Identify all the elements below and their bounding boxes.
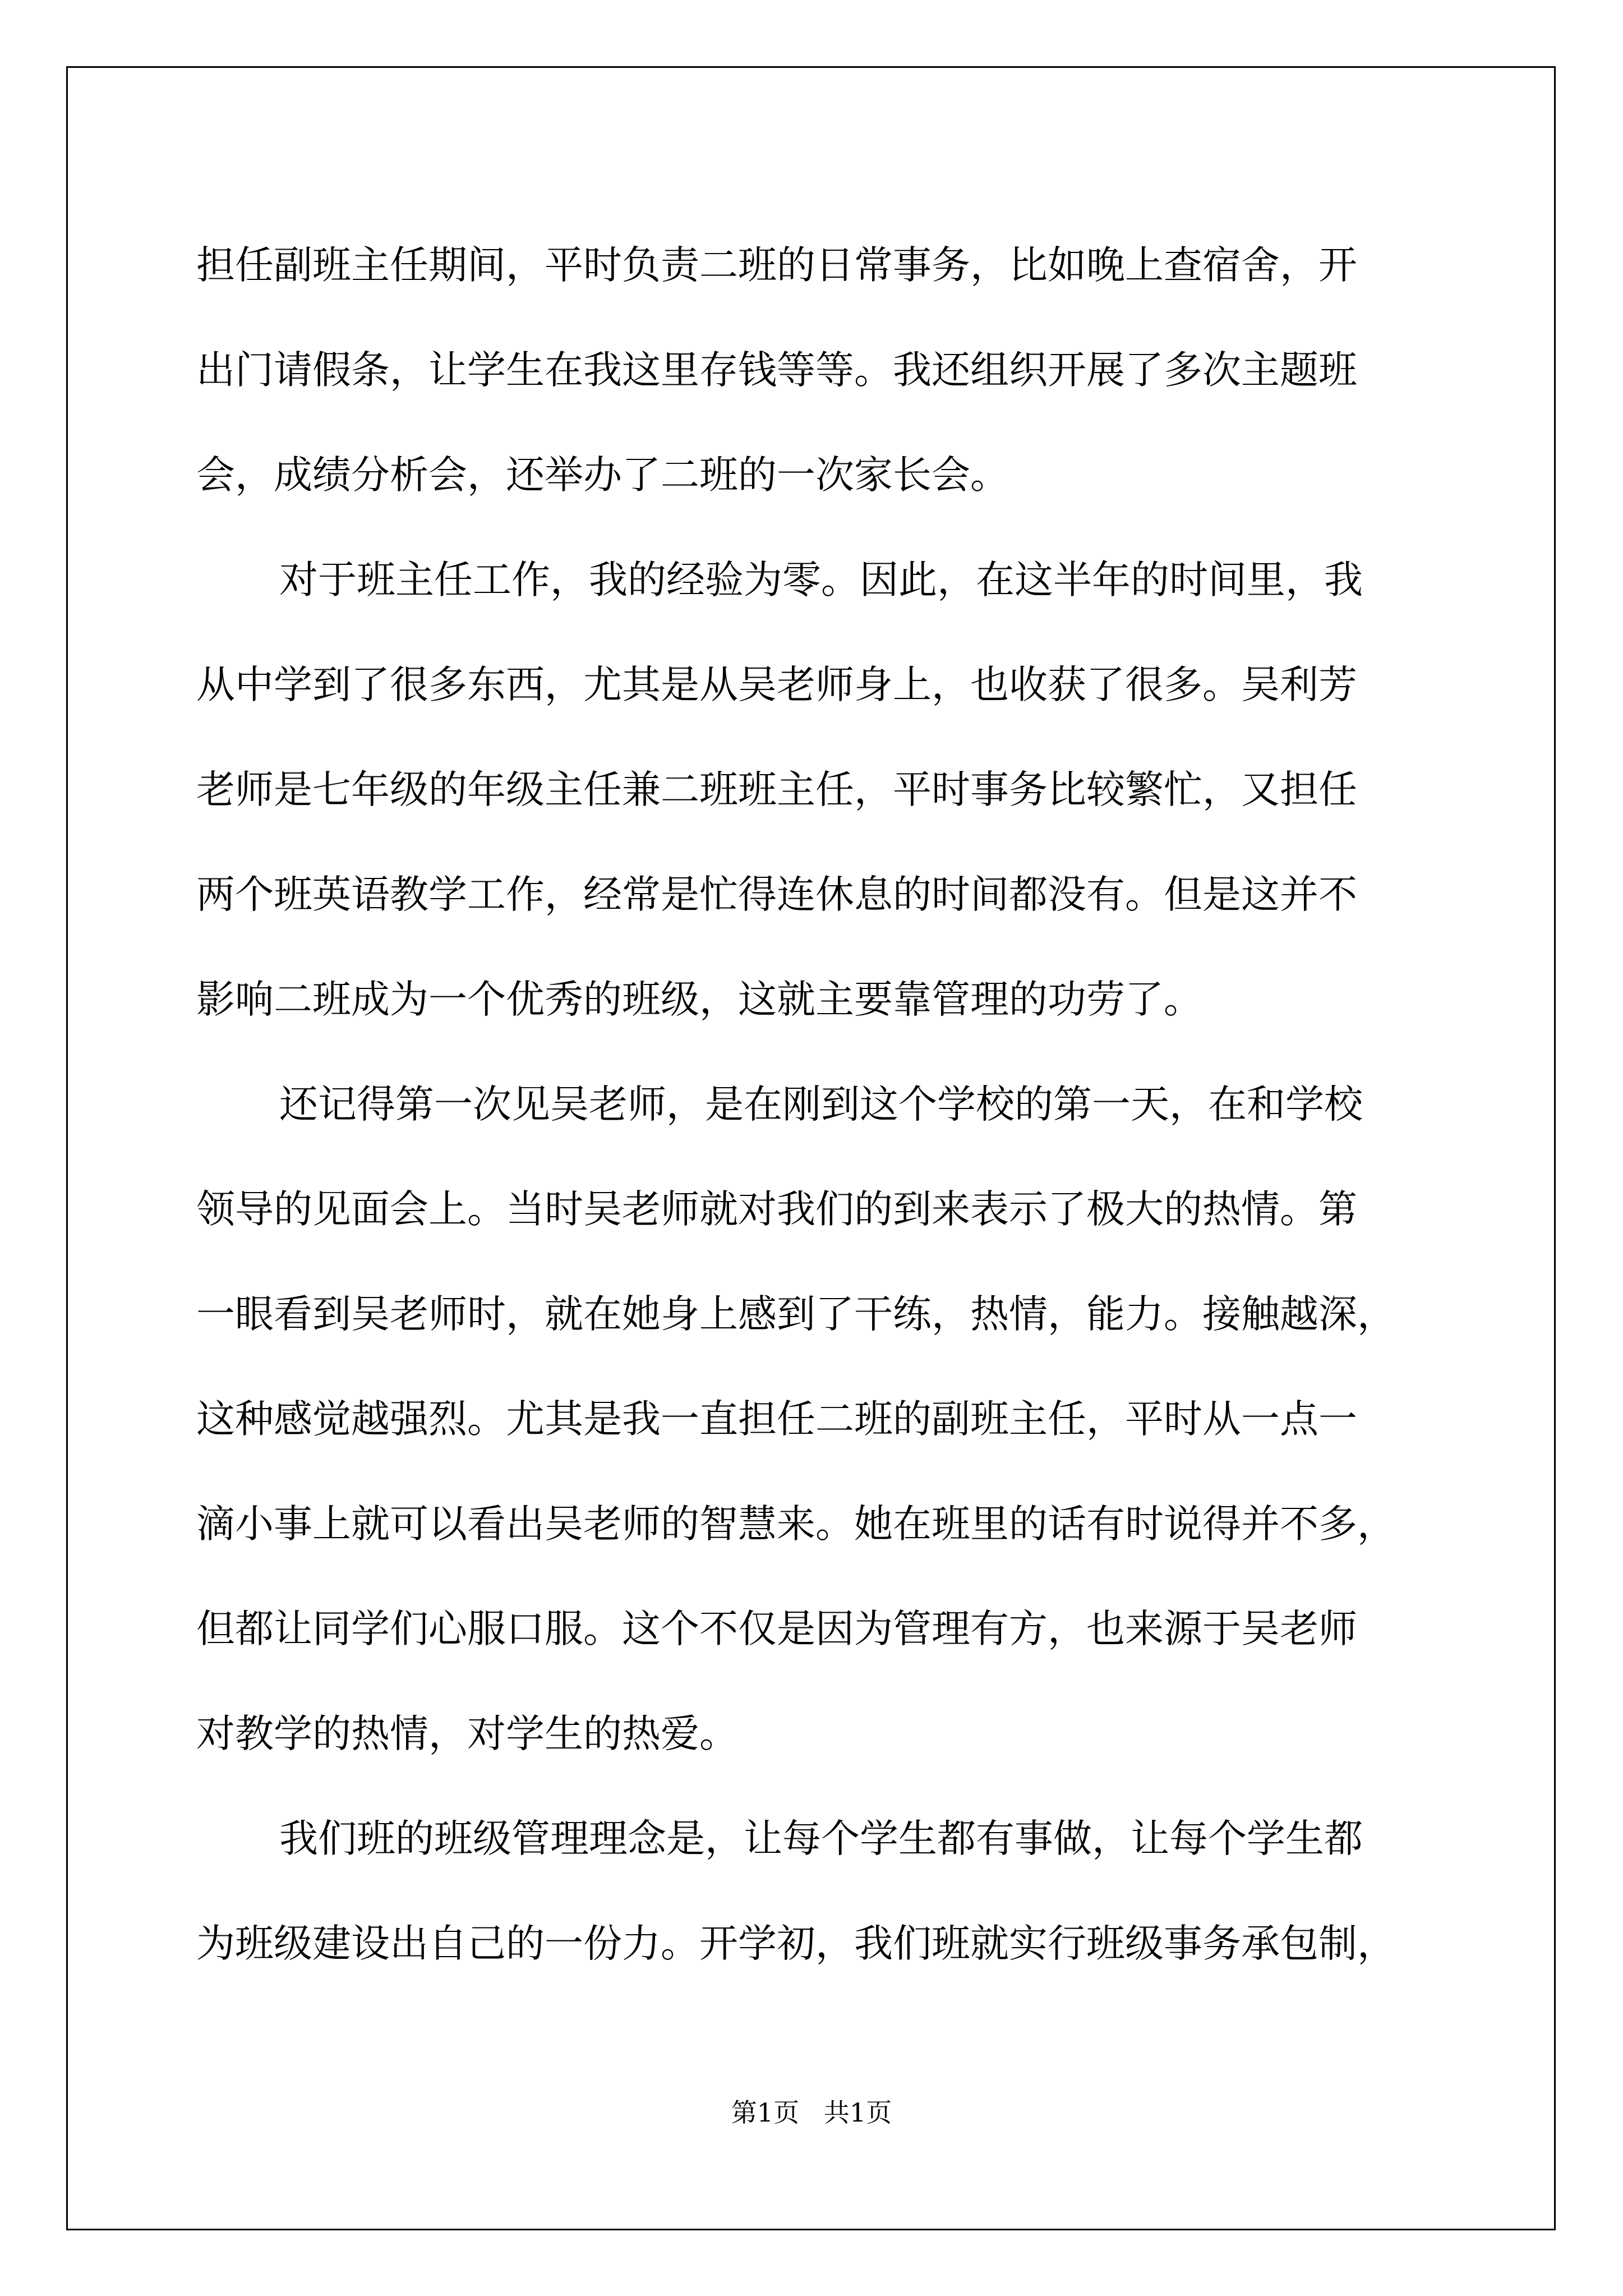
text-line: 会，成绩分析会，还举办了二班的一次家长会。 xyxy=(196,453,1009,498)
text-line: 两个班英语教学工作，经常是忙得连休息的时间都没有。但是这并不 xyxy=(196,872,1357,917)
text-line: 对于班主任工作，我的经验为零。因此，在这半年的时间里，我 xyxy=(279,558,1363,602)
text-line: 老师是七年级的年级主任兼二班班主任，平时事务比较繁忙，又担任 xyxy=(196,767,1357,812)
text-line: 为班级建设出自己的一份力。开学初，我们班就实行班级事务承包制， xyxy=(196,1921,1396,1966)
text-line: 我们班的班级管理理念是，让每个学生都有事做，让每个学生都 xyxy=(279,1816,1363,1861)
document-body xyxy=(196,213,1427,1996)
text-line: 担任副班主任期间，平时负责二班的日常事务，比如晚上查宿舍，开 xyxy=(196,243,1357,288)
text-line: 出门请假条，让学生在我这里存钱等等。我还组织开展了多次主题班 xyxy=(196,348,1357,393)
paragraph xyxy=(196,1787,1427,1996)
paragraph xyxy=(196,1052,1427,1787)
text-line: 还记得第一次见吴老师，是在刚到这个学校的第一天，在和学校 xyxy=(279,1082,1363,1127)
paragraph xyxy=(196,213,1427,528)
page-number-footer: 第1页 共1页 xyxy=(731,2097,892,2128)
text-line: 从中学到了很多东西，尤其是从吴老师身上，也收获了很多。吴利芳 xyxy=(196,662,1357,707)
text-line: 滴小事上就可以看出吴老师的智慧来。她在班里的话有时说得并不多， xyxy=(196,1502,1396,1547)
text-line: 领导的见面会上。当时吴老师就对我们的到来表示了极大的热情。第 xyxy=(196,1187,1357,1232)
text-line: 对教学的热情，对学生的热爱。 xyxy=(196,1711,738,1756)
text-line: 影响二班成为一个优秀的班级，这就主要靠管理的功劳了。 xyxy=(196,977,1202,1022)
text-line: 一眼看到吴老师时，就在她身上感到了干练，热情，能力。接触越深， xyxy=(196,1292,1396,1337)
text-line: 但都让同学们心服口服。这个不仅是因为管理有方，也来源于吴老师 xyxy=(196,1607,1357,1651)
paragraph xyxy=(196,528,1427,1052)
text-line: 这种感觉越强烈。尤其是我一直担任二班的副班主任，平时从一点一 xyxy=(196,1397,1357,1442)
